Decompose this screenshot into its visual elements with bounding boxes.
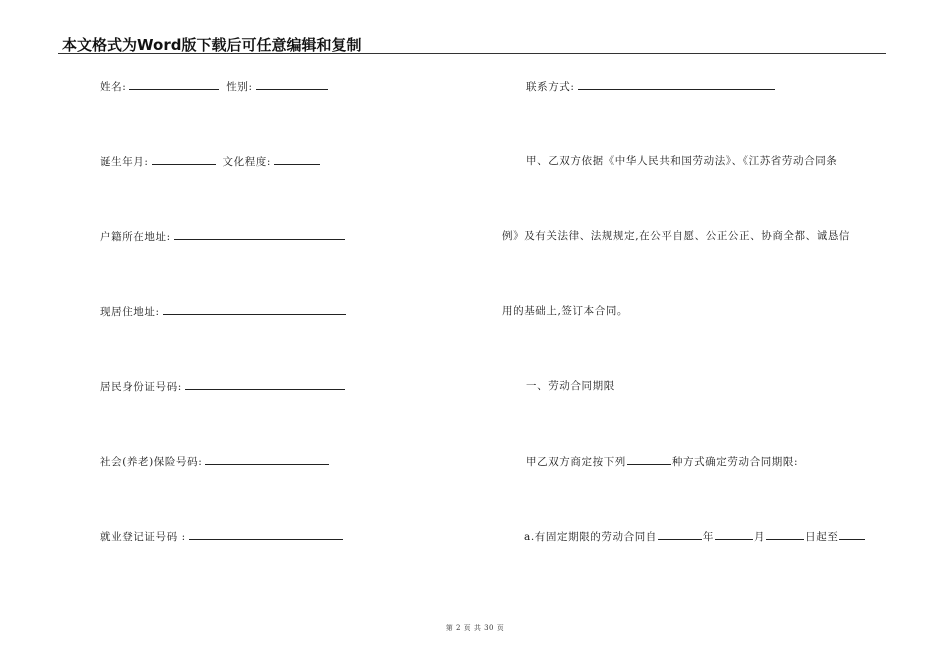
gender-field[interactable]: [256, 79, 328, 90]
contact-field[interactable]: [578, 79, 775, 90]
term-method-text-a: 甲乙双方商定按下列: [526, 456, 626, 468]
residence-row: [100, 304, 349, 319]
end-date-field[interactable]: [839, 529, 865, 540]
month-label: 月: [754, 531, 766, 543]
name-label: 姓名:: [100, 81, 127, 93]
term-method-field[interactable]: [627, 454, 671, 465]
contact-label: 联系方式:: [526, 81, 575, 93]
name-gender-row: [100, 79, 331, 94]
start-day-field[interactable]: [766, 529, 804, 540]
id-row: [100, 379, 348, 394]
term-method-row: [526, 454, 798, 469]
household-label: 户籍所在地址:: [100, 231, 171, 243]
household-field[interactable]: [174, 229, 345, 240]
residence-field[interactable]: [163, 304, 346, 315]
birth-label: 诞生年月:: [100, 156, 149, 168]
gender-label: 性别:: [226, 81, 253, 93]
education-field[interactable]: [274, 154, 320, 165]
id-field[interactable]: [185, 379, 345, 390]
name-field[interactable]: [129, 79, 219, 90]
education-label: 文化程度:: [222, 156, 272, 168]
start-year-field[interactable]: [658, 529, 702, 540]
day-label: 日起至: [805, 531, 839, 543]
insurance-field[interactable]: [205, 454, 329, 465]
page-number: 第 2 页 共 30 页: [445, 624, 505, 632]
header-divider: [58, 53, 886, 54]
fixed-term-prefix: a.有固定期限的劳动合同自: [524, 531, 657, 543]
term-method-text-b: 种方式确定劳动合同期限:: [671, 456, 799, 468]
insurance-row: [100, 454, 332, 469]
employment-label: 就业登记证号码 :: [100, 531, 186, 543]
residence-label: 现居住地址:: [100, 306, 160, 318]
contact-row: [526, 79, 778, 94]
birth-education-row: [100, 154, 323, 169]
paragraph-line: 用的基础上,签订本合同。: [502, 305, 629, 317]
section-heading: 一、劳动合同期限: [526, 380, 615, 392]
employment-field[interactable]: [189, 529, 343, 540]
paragraph-line: 例》及有关法律、法规规定,在公平自愿、公正公正、协商全都、诚恳信: [502, 230, 851, 242]
employment-row: [100, 529, 346, 544]
paragraph-line: 甲、乙双方依据《中华人民共和国劳动法》、《江苏省劳动合同条: [526, 155, 838, 167]
birth-field[interactable]: [152, 154, 216, 165]
household-row: [100, 229, 348, 244]
start-month-field[interactable]: [715, 529, 753, 540]
id-label: 居民身份证号码:: [100, 381, 182, 393]
year-label: 年: [702, 531, 715, 543]
document-header-title: 本文格式为Word版下载后可任意编辑和复制: [62, 36, 362, 54]
insurance-label: 社会(养老)保险号码:: [100, 456, 203, 468]
fixed-term-row: [524, 529, 866, 544]
